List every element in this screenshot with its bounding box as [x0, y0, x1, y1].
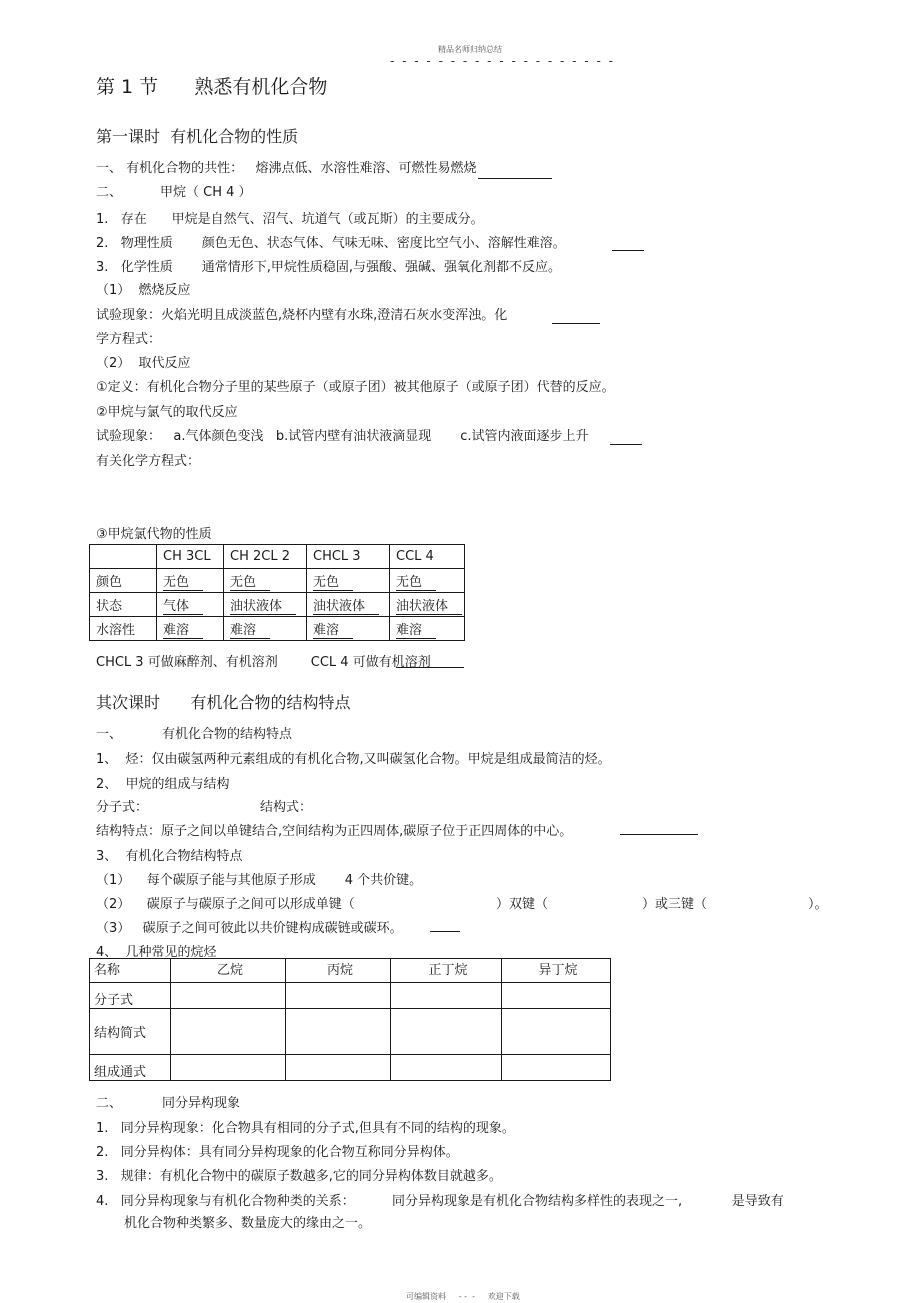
table-row: [90, 1055, 611, 1081]
bond-point-3: （3） 碳原子之间可彼此以共价键构成碳链或碳环。: [96, 921, 403, 936]
bond-point-2d: ）。: [808, 897, 828, 912]
isomerism-3: 3. 规律：有机化合物中的碳原子数越多,它的同分异构体数目就越多。: [96, 1169, 502, 1184]
structure-heading: 有机化合物的结构特点: [162, 727, 293, 742]
table-cell: [90, 545, 157, 569]
table-cell: CCL 4: [390, 545, 465, 569]
table-cell: 水溶性: [90, 617, 157, 641]
table-header-row: [90, 959, 611, 983]
table-cell: 油状液体: [390, 593, 465, 617]
table-cell: 气体: [157, 593, 224, 617]
table-row: [90, 983, 611, 1009]
chemical-props-line: 3. 化学性质 通常情形下,甲烷性质稳固,与强酸、强碱、强氧化剂都不反应。: [96, 260, 561, 275]
isomerism-heading: 同分异构现象: [162, 1096, 241, 1111]
header-dashes: - - - - - - - - - - - - - - - - - - -: [390, 54, 615, 68]
chloride-properties-table: [89, 544, 465, 641]
table-cell: 难溶: [157, 617, 224, 641]
table-cell: 油状液体: [224, 593, 307, 617]
table-cell: 难溶: [224, 617, 307, 641]
chlorination-observation: 试验现象： a.气体颜色变浅 b.试管内壁有油状液滴显现 c.试管内液面逐步上升: [96, 429, 589, 444]
methane-heading: 甲烷（ CH 4 ）: [160, 185, 252, 200]
isomerism-1: 1. 同分异构现象：化合物具有相同的分子式,但具有不同的结构的现象。: [96, 1121, 515, 1136]
isomerism-4-cont: 机化合物种类繁多、数量庞大的缘由之一。: [124, 1216, 372, 1231]
table-row: [90, 1009, 611, 1055]
underline: [430, 931, 460, 932]
physical-props-line: 2. 物理性质 颜色无色、状态气体、气味无味、密度比空气小、溶解性难溶。: [96, 236, 566, 251]
structure-feature: 结构特点：原子之间以单键结合,空间结构为正四周体,碳原子位于正四周体的中心。: [96, 824, 573, 839]
alkanes-heading: 4、 几种常见的烷烃: [96, 945, 217, 960]
table-cell: 组成通式: [90, 1055, 171, 1081]
formula-label: 分子式：: [96, 800, 149, 815]
bond-point-2b: ）双键（: [496, 897, 549, 912]
bond-point-1: （1） 每个碳原子能与其他原子形成 4 个共价键。: [96, 873, 423, 888]
alkanes-table: [89, 958, 611, 1081]
chloride-table-title: ③甲烷氯代物的性质: [96, 527, 212, 542]
chlorination-heading: ②甲烷与氯气的取代反应: [96, 405, 238, 420]
table-cell: 异丁烷: [502, 959, 611, 983]
section-label: 一、: [96, 727, 123, 742]
organic-structure-heading: 3、 有机化合物结构特点: [96, 849, 243, 864]
methane-structure-heading: 2、 甲烷的组成与结构: [96, 777, 230, 792]
page-footer: 可编辑资料 - - - 欢迎下载: [406, 1292, 520, 1301]
table-cell: 结构简式: [90, 1009, 171, 1055]
table-header-row: [90, 545, 465, 569]
table-cell: CH 2CL 2: [224, 545, 307, 569]
table-cell: 丙烷: [286, 959, 391, 983]
lesson1-heading: 第一课时 有机化合物的性质: [96, 127, 299, 146]
combustion-observation: 试验现象：火焰光明且成淡蓝色,烧杯内壁有水珠,澄清石灰水变浑浊。化: [96, 308, 508, 323]
isomerism-4: 4. 同分异构现象与有机化合物种类的关系： 同分异构现象是有机化合物结构多样性的表现之一, 是导致有: [96, 1194, 784, 1209]
existence-line: 1. 存在 甲烷是自然气、沼气、坑道气（或瓦斯）的主要成分。: [96, 212, 484, 227]
underline: [552, 323, 600, 324]
header-note: 精品名师归纳总结: [438, 45, 502, 54]
table-cell: 颜色: [90, 569, 157, 593]
table-cell: 无色: [224, 569, 307, 593]
table-cell: 正丁烷: [391, 959, 502, 983]
hydrocarbon-definition: 1、 烃：仅由碳氢两种元素组成的有机化合物,又叫碳氢化合物。甲烷是组成最简洁的烃。: [96, 752, 611, 767]
substitution-definition: ①定义：有机化合物分子里的某些原子（或原子团）被其他原子（或原子团）代替的反应。: [96, 380, 615, 395]
underline: [620, 834, 698, 835]
substitution-heading: （2） 取代反应: [96, 356, 191, 371]
underline: [610, 444, 642, 445]
table-cell: 状态: [90, 593, 157, 617]
common-properties: 一、 有机化合物的共性： 熔沸点低、水溶性难溶、可燃性易燃烧: [96, 161, 477, 176]
table-row: [90, 569, 465, 593]
combustion-heading: （1） 燃烧反应: [96, 283, 191, 298]
underline: [396, 667, 464, 668]
table-row: [90, 617, 465, 641]
combustion-equation: 学方程式：: [96, 332, 162, 347]
table-cell: 油状液体: [307, 593, 390, 617]
table-cell: 难溶: [390, 617, 465, 641]
table-cell: 分子式: [90, 983, 171, 1009]
section-label: 二、: [96, 1096, 123, 1111]
isomerism-2: 2. 同分异构体：具有同分异构现象的化合物互称同分异构体。: [96, 1145, 459, 1160]
table-cell: 无色: [390, 569, 465, 593]
lesson2-heading: 其次课时 有机化合物的结构特点: [96, 693, 351, 712]
section-label: 二、: [96, 185, 123, 200]
page-title: 第 1 节 熟悉有机化合物: [96, 76, 328, 98]
table-cell: 名称: [90, 959, 171, 983]
table-cell: 乙烷: [171, 959, 286, 983]
structural-formula-label: 结构式：: [260, 800, 313, 815]
chloride-usage-note: CHCL 3 可做麻醉剂、有机溶剂 CCL 4 可做有机溶剂: [96, 655, 431, 670]
bond-point-2c: ）或三键（: [642, 897, 708, 912]
underline: [612, 250, 644, 251]
table-cell: 难溶: [307, 617, 390, 641]
table-cell: 无色: [157, 569, 224, 593]
underline: [478, 178, 552, 179]
table-cell: 无色: [307, 569, 390, 593]
chlorination-equation: 有关化学方程式：: [96, 454, 201, 469]
table-row: [90, 593, 465, 617]
table-cell: CH 3CL: [157, 545, 224, 569]
table-cell: CHCL 3: [307, 545, 390, 569]
bond-point-2a: （2） 碳原子与碳原子之间可以形成单键（: [96, 897, 355, 912]
